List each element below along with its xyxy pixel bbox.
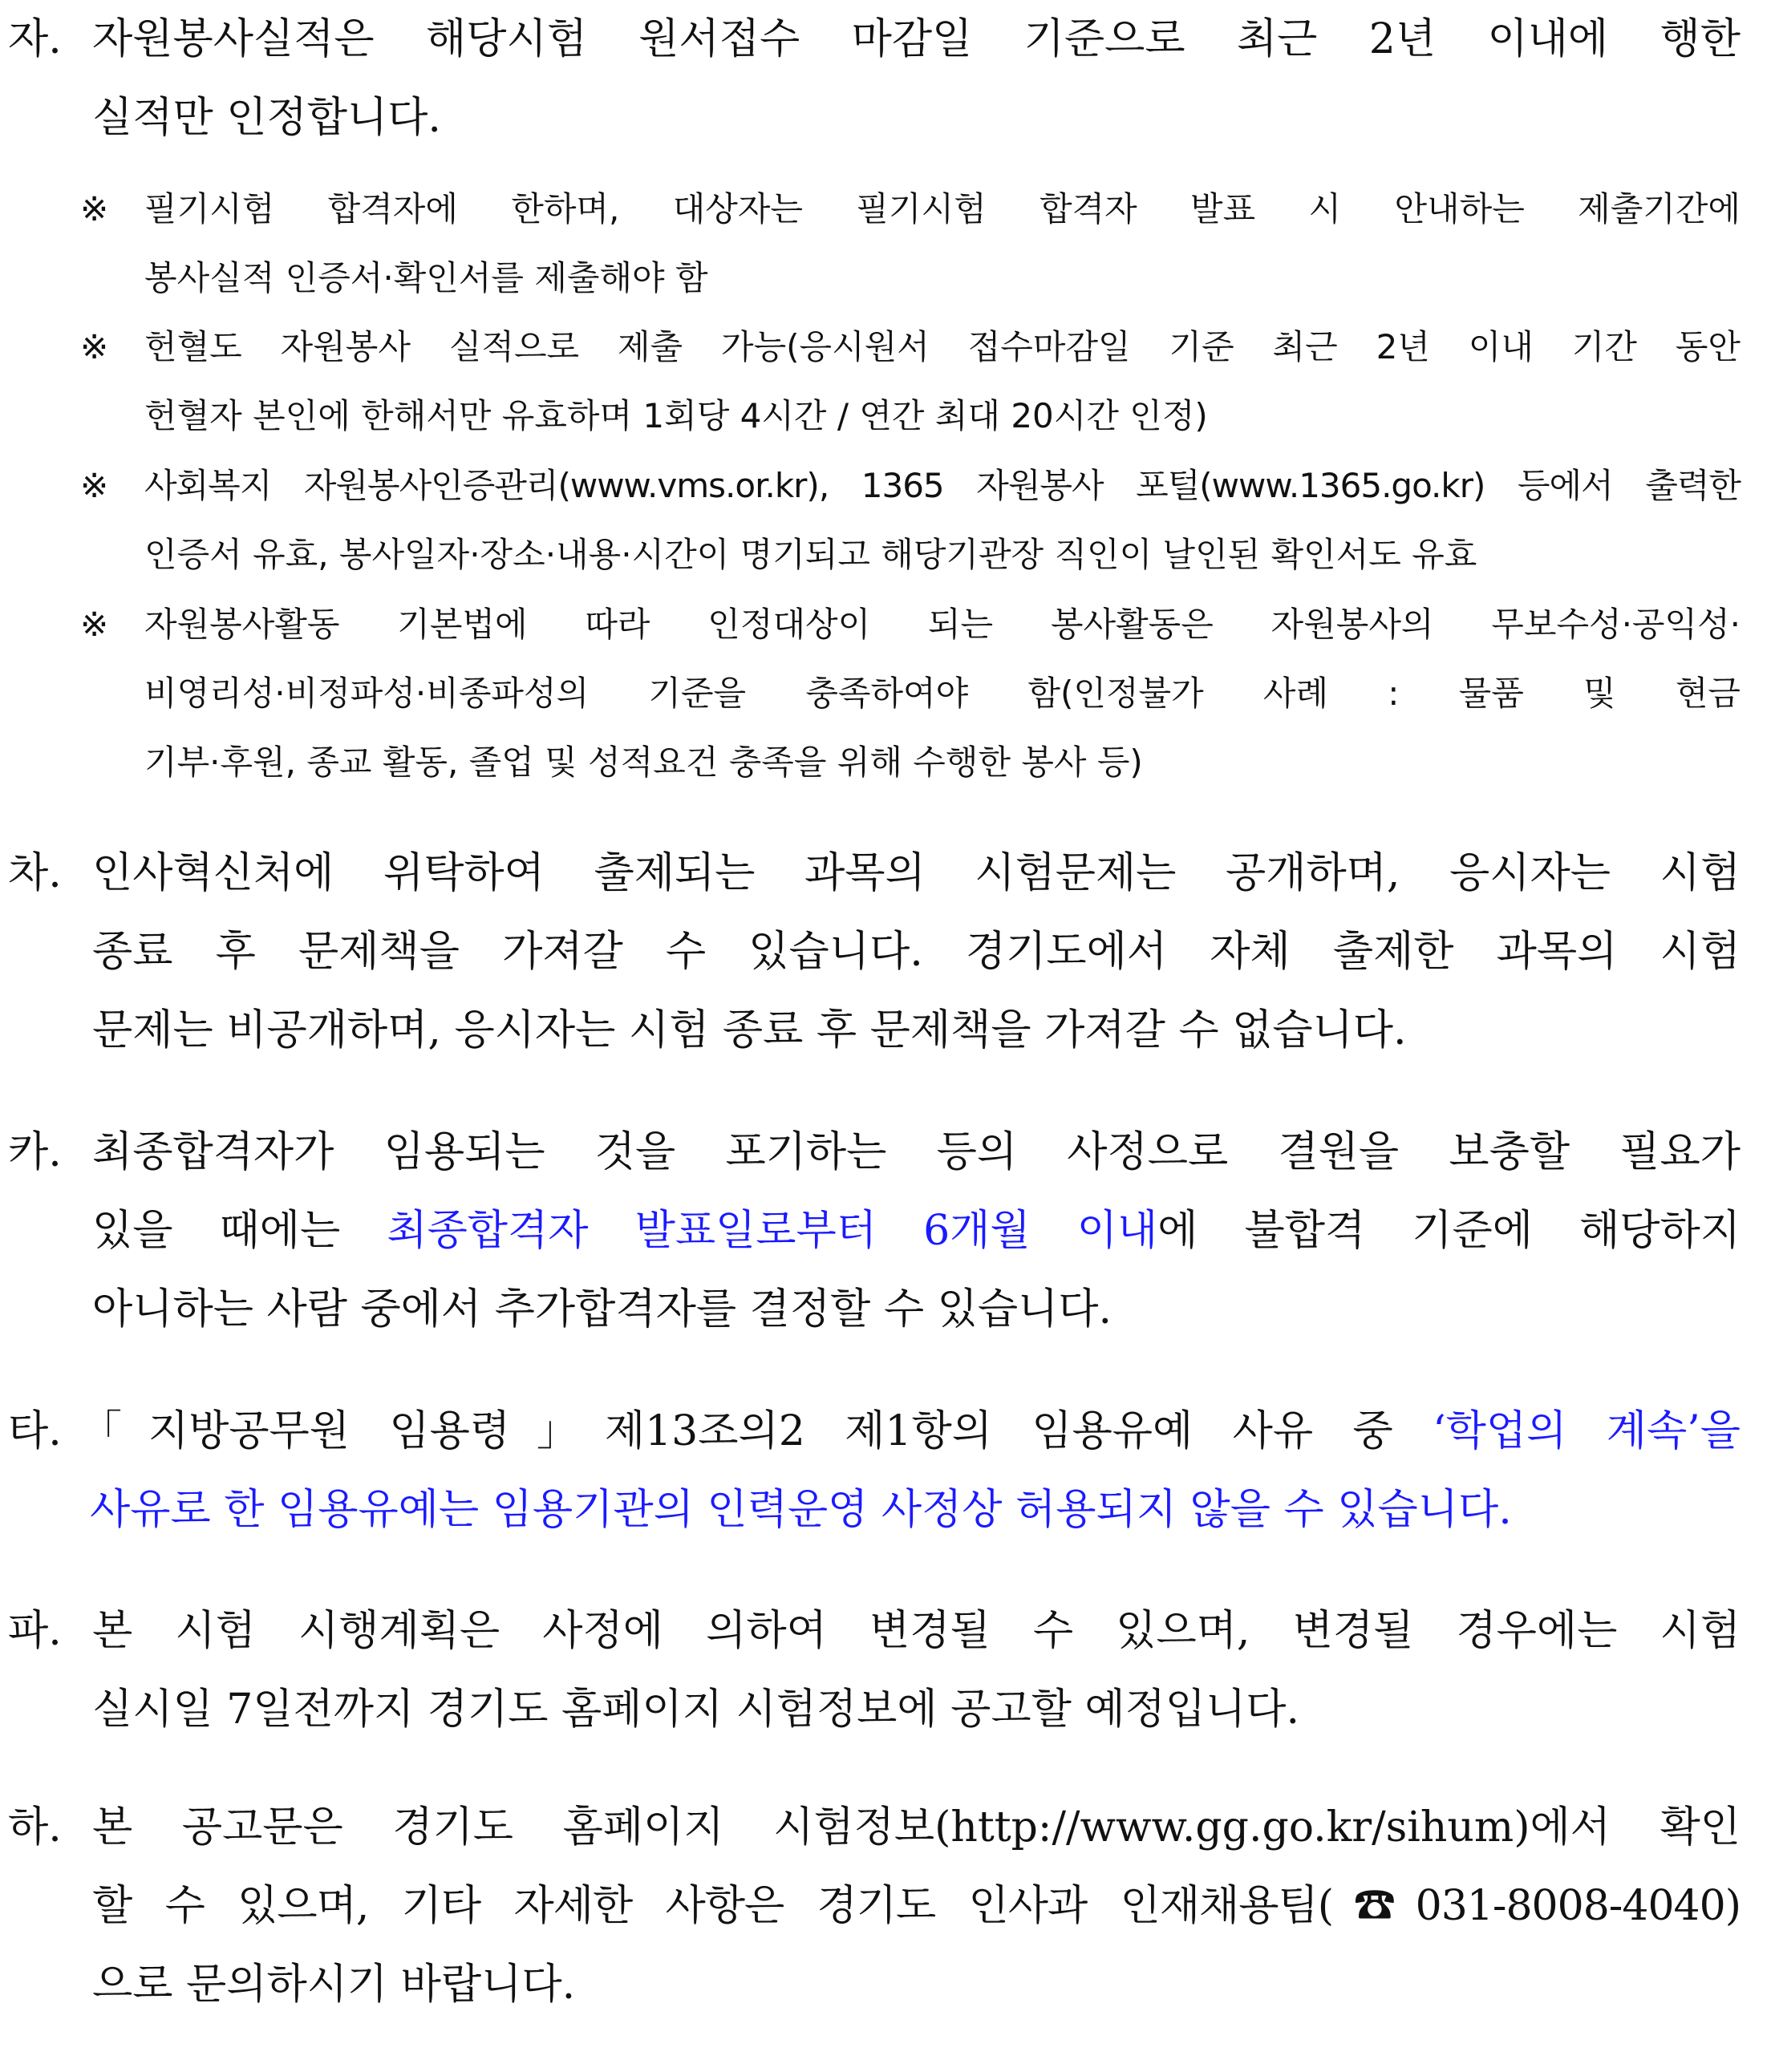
note-line: 자원봉사활동 기본법에 따라 인정대상이 되는 봉사활동은 자원봉사의 무보수성·공익성· <box>144 605 1741 644</box>
reference-mark: ※ <box>80 327 109 366</box>
plain-text: 「지방공무원 임용령」제13조의2 제1항의 임용유예 사유 중 <box>80 1407 1433 1455</box>
note-line: 필기시험 합격자에 한하며, 대상자는 필기시험 합격자 발표 시 안내하는 제출기간에 <box>144 189 1741 229</box>
reference-mark: ※ <box>80 189 109 229</box>
note-line: 기부·후원, 종교 활동, 졸업 및 성적요건 충족을 위해 수행한 봉사 등) <box>144 743 1143 782</box>
item-line: 인사혁신처에 위탁하여 출제되는 과목의 시험문제는 공개하며, 응시자는 시험 <box>92 849 1741 897</box>
reference-mark: ※ <box>80 605 109 644</box>
item-line: 본 시험 시행계획은 사정에 의하여 변경될 수 있으며, 변경될 경우에는 시험 <box>92 1607 1741 1655</box>
item-line-with-highlight <box>92 1192 1741 1270</box>
item-line: 문제는 비공개하며, 응시자는 시험 종료 후 문제책을 가져갈 수 없습니다. <box>92 1006 1407 1054</box>
item-marker: 타. <box>8 1407 62 1455</box>
note-line: 비영리성·비정파성·비종파성의 기준을 충족하여야 함(인정불가 사례 : 물품 및 현금 <box>144 674 1741 713</box>
note-line: 헌혈자 본인에 한해서만 유효하며 1회당 4시간 / 연간 최대 20시간 인정) <box>144 396 1208 435</box>
highlighted-line: 사유로 한 임용유예는 임용기관의 인력운영 사정상 허용되지 않을 수 있습니다. <box>90 1486 1512 1534</box>
note-line: 헌혈도 자원봉사 실적으로 제출 가능(응시원서 접수마감일 기준 최근 2년 이내 기간 동안 <box>144 327 1741 366</box>
note-line: 봉사실적 인증서·확인서를 제출해야 함 <box>144 258 708 297</box>
item-line: 으로 문의하시기 바랍니다. <box>92 1961 576 2009</box>
item-line-with-highlight <box>80 1392 1741 1471</box>
note-line: 인증서 유효, 봉사일자·장소·내용·시간이 명기되고 해당기관장 직인이 날인된 확인서도 유효 <box>144 535 1477 574</box>
item-line: 종료 후 문제책을 가져갈 수 있습니다. 경기도에서 자체 출제한 과목의 시험 <box>92 928 1741 976</box>
plain-text: 있을 때에는 <box>92 1207 387 1255</box>
item-line: 본 공고문은 경기도 홈페이지 시험정보(http://www.gg.go.kr/sihum)에서 확인 <box>92 1803 1741 1851</box>
item-marker: 카. <box>8 1128 62 1176</box>
reference-mark: ※ <box>80 466 109 505</box>
note-line: 사회복지 자원봉사인증관리(www.vms.or.kr), 1365 자원봉사 포털(www.1365.go.kr) 등에서 출력한 <box>144 466 1741 505</box>
item-marker: 파. <box>8 1607 62 1655</box>
highlighted-text: 최종합격자 발표일로부터 6개월 이내 <box>387 1207 1158 1255</box>
item-line: 할 수 있으며, 기타 자세한 사항은 경기도 인사과 인재채용팀(☎031-8008-4040) <box>92 1882 1741 1930</box>
item-marker: 차. <box>8 849 62 897</box>
item-marker: 하. <box>8 1803 62 1851</box>
item-line: 실시일 7일전까지 경기도 홈페이지 시험정보에 공고할 예정입니다. <box>92 1686 1300 1734</box>
highlighted-text: ‘학업의 계속’을 <box>1433 1407 1741 1455</box>
item-line: 자원봉사실적은 해당시험 원서접수 마감일 기준으로 최근 2년 이내에 행한 <box>92 15 1741 63</box>
item-line: 아니하는 사람 중에서 추가합격자를 결정할 수 있습니다. <box>92 1285 1112 1333</box>
item-marker: 자. <box>8 15 62 63</box>
item-line: 실적만 인정합니다. <box>92 94 441 142</box>
item-line: 최종합격자가 임용되는 것을 포기하는 등의 사정으로 결원을 보충할 필요가 <box>92 1128 1741 1176</box>
plain-text: 에 불합격 기준에 해당하지 <box>1157 1207 1741 1255</box>
